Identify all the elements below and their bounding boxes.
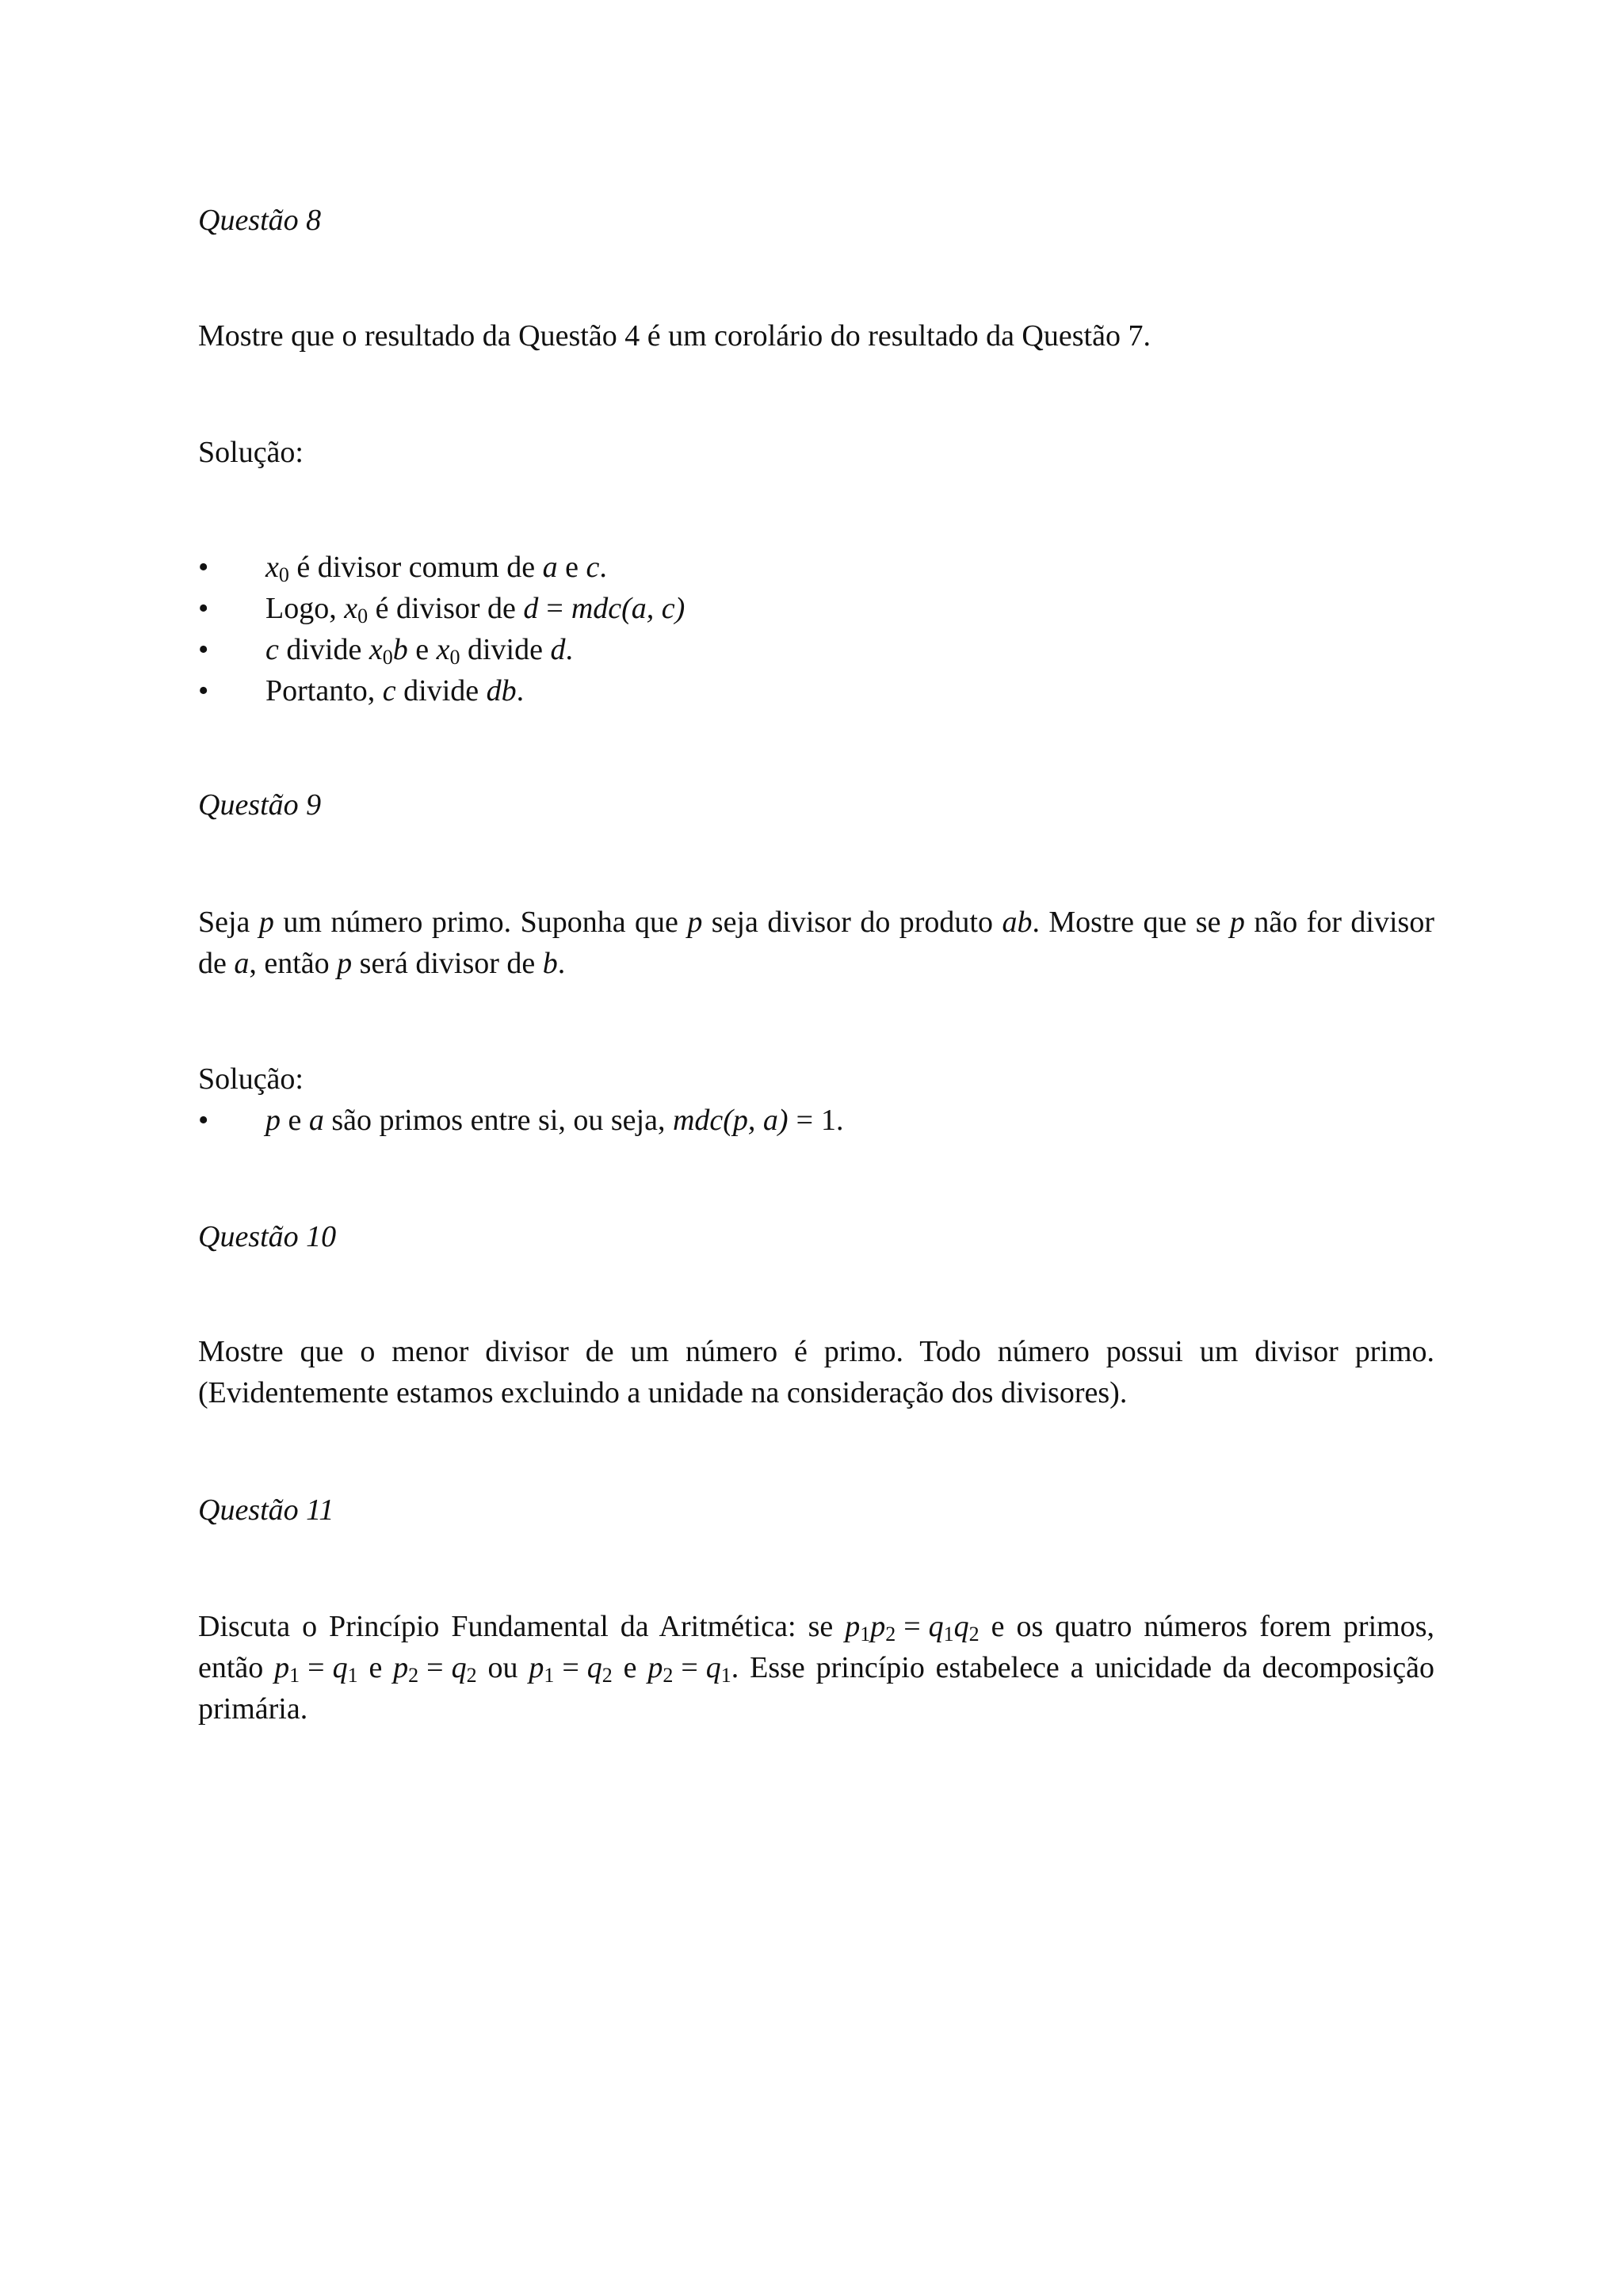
question-9-heading: Questão 9	[198, 788, 322, 822]
bullet-dot: •	[198, 674, 209, 707]
question-10-heading: Questão 10	[198, 1220, 337, 1253]
bullet-dot: •	[198, 1104, 209, 1137]
question-9-solution-list	[198, 1100, 1434, 1141]
bullet-dot: •	[198, 592, 209, 625]
solution-bullet-item: • Portanto, c divide db.	[198, 670, 1434, 711]
question-8-heading: Questão 8	[198, 204, 322, 237]
solution-bullet-item: • $x_0$ é divisor comum de a e c.	[198, 547, 1434, 588]
question-8-statement: Mostre que o resultado da Questão 4 é um corolário do resultado da Questão 7.	[198, 319, 1151, 353]
question-8-solution-list	[198, 547, 1434, 711]
solution-bullet-item: • c divide $x_0b$ e $x_0$ divide d.	[198, 629, 1434, 670]
bullet-dot: •	[198, 633, 209, 666]
solution-bullet-item: • Logo, $x_0$ é divisor de d = mdc(a, c)	[198, 588, 1434, 629]
question-9-solution-label: Solução:	[198, 1062, 304, 1096]
question-8-solution-label: Solução:	[198, 436, 304, 469]
solution-bullet-item: • p e a são primos entre si, ou seja, mdc(p, a) = 1.	[198, 1100, 1434, 1141]
bullet-dot: •	[198, 551, 209, 584]
question-11-statement: Discuta o Princípio Fundamental da Aritmética: se $p_1p_2 = q_1q_2$ e os quatro números forem primos, então $p_1 = q_1$ e $p_2 = q_2$ ou $p_1 = q_2$ e $p_2 = q_1$. Esse princípio estabelece a unicidade da decomposição primária.	[198, 1610, 1435, 1726]
question-9-statement: Seja p um número primo. Suponha que p seja divisor do produto ab. Mostre que se p não for divisor de a, então p será divisor de b.	[198, 906, 1434, 980]
question-10-statement: Mostre que o menor divisor de um número é primo. Todo número possui um divisor primo. (Evidentemente estamos excluindo a unidade na consideração dos divisores).	[198, 1335, 1434, 1409]
question-11-heading: Questão 11	[198, 1493, 334, 1527]
